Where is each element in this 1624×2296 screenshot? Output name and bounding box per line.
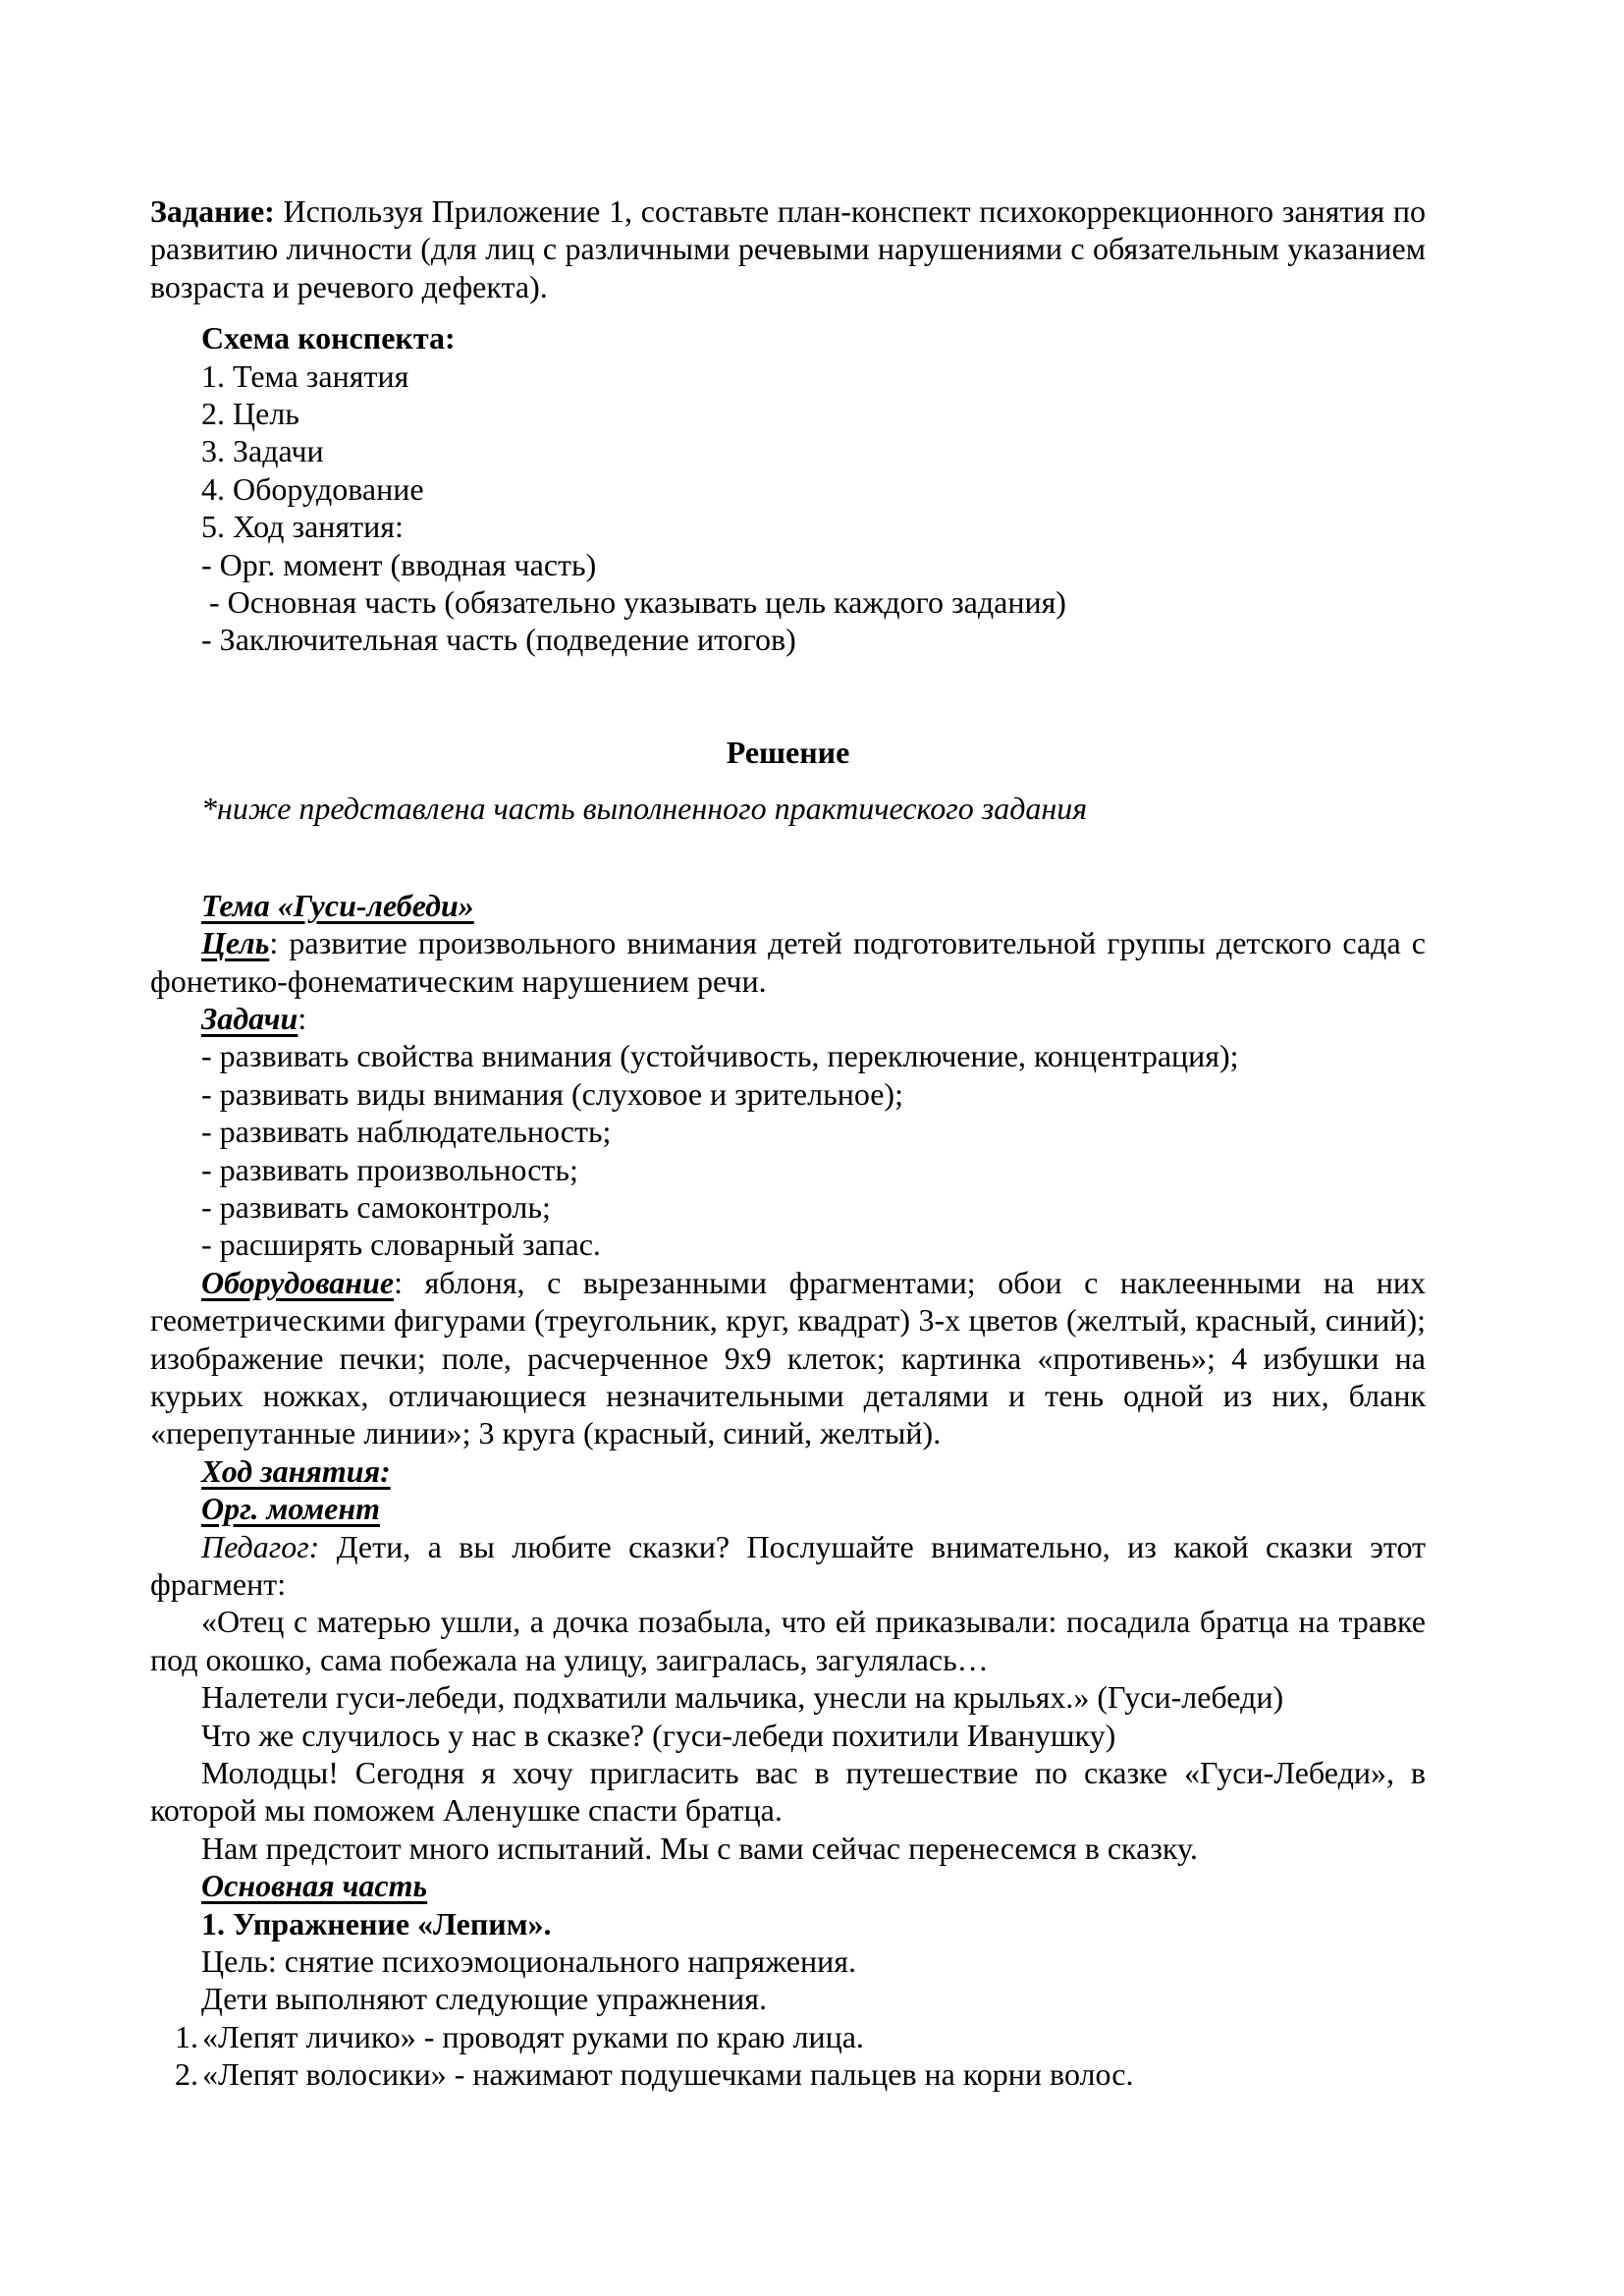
tasks-heading-line [150,1000,1426,1037]
course-heading-line [150,1452,1426,1490]
theme-heading: Тема «Гуси-лебеди» [201,887,474,923]
task-label: Задание: [150,193,275,229]
scheme-item-course: 5. Ход занятия: [201,509,404,545]
scheme-item-tasks: 3. Задачи [201,433,324,469]
tasks-label: Задачи [201,1000,298,1036]
org-moment-heading-line [150,1490,1426,1527]
main-part-heading: Основная часть [201,1868,428,1904]
fairy-tale-quote-2: Налетели гуси-лебеди, подхватили мальчика, унесли на крыльях.» (Гуси-лебеди) [201,1679,1284,1716]
goal-text: : развитие произвольного внимания детей подготовительной группы детского сада с фонетико-фонематическим нарушением речи. [150,925,1426,999]
course-heading: Ход занятия: [201,1452,391,1489]
question-line: Что же случилось у нас в сказке? (гуси-лебеди похитили Иванушку) [201,1717,1116,1753]
exercise1-title: 1. Упражнение «Лепим». [201,1905,552,1941]
exercise1-intro-line: Дети выполняют следующие упражнения. [201,1981,767,2017]
scheme-item-goal: 2. Цель [201,396,299,432]
exercise1-title-line [150,1905,1426,1942]
equipment-text: : яблоня, с вырезанными фрагментами; обои с наклеенными на них геометрическими фигурами (треугольник, круг, квадрат) 3-х цветов (желтый, красный, синий); изображение печки; поле, расчерченное 9х9 клеток; картинка «противень»; 4 избушки на курьих ножках, отличающиеся незначительными деталями и тень одной из них, бланк «перепутанные линии»; 3 круга (красный, синий, желтый). [150,1264,1426,1451]
scheme-title-line [150,319,1426,356]
scheme-title: Схема конспекта: [201,320,456,356]
exercise1-goal-line: Цель: снятие психоэмоционального напряжения. [201,1943,856,1980]
task-text: Используя Приложение 1, составьте план-конспект психокоррекционного занятия по развитию личности (для лиц с различными речевыми нарушениями с обязательным указанием возраста и речевого дефекта). [150,193,1426,304]
theme-heading-line [150,887,1426,924]
task-item-observation: - развивать наблюдательность; [201,1114,612,1150]
scheme-item-main-part: - Основная часть (обязательно указывать цель каждого задания) [201,584,1066,621]
teacher-text: Дети, а вы любите сказки? Послушайте внимательно, из какой сказки этот фрагмент: [150,1528,1434,1602]
main-part-heading-line [150,1867,1426,1904]
step-2-text: «Лепят волосики» - нажимают подушечками пальцев на корни волос. [202,2056,1134,2093]
scheme-item-org-moment: - Орг. момент (вводная часть) [201,546,597,582]
exercise1-step-2 [150,2055,1426,2093]
exercise1-step-1 [150,2018,1426,2055]
scheme-item-final-part: - Заключительная часть (подведение итогов) [201,622,796,658]
teacher-paragraph [150,1528,1434,1604]
task-item-self-control: - развивать самоконтроль; [201,1188,551,1225]
teacher-label: Педагог: [201,1528,320,1564]
goal-label: Цель [201,925,270,961]
solution-heading: Решение [726,734,850,770]
equipment-paragraph [150,1264,1426,1452]
task-item-attention-types: - развивать виды внимания (слуховое и зрительное); [201,1075,903,1112]
fairy-tale-quote-1: «Отец с матерью ушли, а дочка позабыла, что ей приказывали: посадила братца на травке под окошко, сама побежала на улицу, заигралась, загулялась… [150,1604,1426,1677]
org-moment-heading: Орг. момент [201,1491,380,1527]
transition-line: Нам предстоит много испытаний. Мы с вами сейчас перенесемся в сказку. [201,1830,1198,1866]
praise-paragraph: Молодцы! Сегодня я хочу пригласить вас в путешествие по сказке «Гуси-Лебеди», в которой мы поможем Аленушке спасти братца. [150,1755,1426,1829]
goal-paragraph [150,924,1426,1000]
scheme-item-theme: 1. Тема занятия [201,357,409,394]
solution-note: *ниже представлена часть выполненного практического задания [201,791,1088,827]
step-1-text: «Лепят личико» - проводят руками по краю лица. [202,2018,864,2054]
step-1-number: 1. [175,2018,198,2054]
solution-heading-line [150,734,1426,771]
step-2-number: 2. [175,2056,198,2093]
equipment-label: Оборудование [201,1264,395,1300]
tasks-colon: : [298,1000,307,1036]
task-item-vocabulary: - расширять словарный запас. [201,1227,601,1263]
task-paragraph [150,192,1426,305]
scheme-item-equipment: 4. Оборудование [201,470,424,507]
solution-note-line [150,790,1426,827]
task-item-arbitrariness: - развивать произвольность; [201,1151,578,1187]
task-item-attention-properties: - развивать свойства внимания (устойчивость, переключение, концентрация); [201,1038,1239,1074]
